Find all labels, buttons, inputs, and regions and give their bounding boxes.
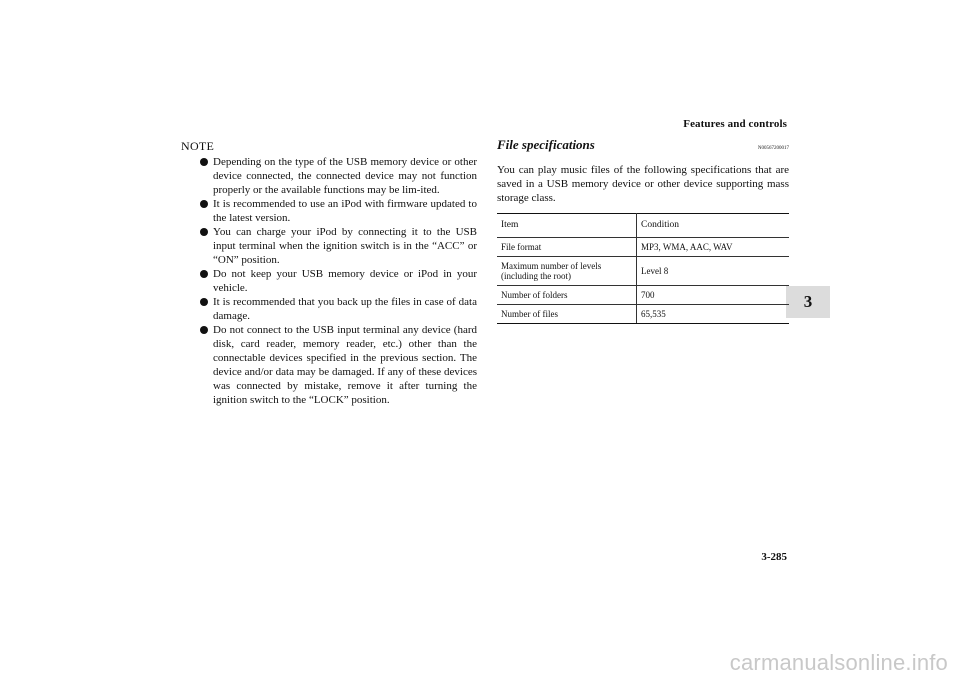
bullet-icon xyxy=(200,200,208,208)
watermark: carmanualsonline.info xyxy=(729,650,948,675)
page-number: 3-285 xyxy=(761,551,787,563)
section-intro: You can play music files of the following specifications that are saved in a USB memory device or other device supporting mass storage class. xyxy=(497,164,789,204)
table-header-row xyxy=(497,214,789,238)
table-cell: File format xyxy=(497,238,637,257)
table-cell: Level 8 xyxy=(637,257,790,286)
file-spec-table xyxy=(497,213,789,324)
note-section xyxy=(181,139,477,407)
table-row xyxy=(497,286,789,305)
table-row xyxy=(497,257,789,286)
note-bullet-text: It is recommended that you back up the files in case of data damage. xyxy=(213,296,477,322)
note-bullet-item xyxy=(185,197,477,225)
section-title: File specifications xyxy=(497,137,595,152)
table-cell: Number of folders xyxy=(497,286,637,305)
note-bullet-item xyxy=(185,225,477,267)
bullet-icon xyxy=(200,158,208,166)
bullet-icon xyxy=(200,326,208,334)
table-row xyxy=(497,305,789,324)
chapter-tab: 3 xyxy=(786,286,830,318)
table-cell: Maximum number of levels (including the root) xyxy=(497,257,637,286)
note-bullet-item xyxy=(185,323,477,407)
note-bullet-text: It is recommended to use an iPod with firmware updated to the latest version. xyxy=(213,198,477,224)
note-bullet-list xyxy=(185,155,477,407)
table-cell: Number of files xyxy=(497,305,637,324)
note-bullet-text: Depending on the type of the USB memory device or other device connected, the connected device may not function properly or the available functions may be lim-ited. xyxy=(213,156,477,196)
note-bullet-item xyxy=(185,295,477,323)
section-code: N00567200017 xyxy=(757,146,789,151)
bullet-icon xyxy=(200,298,208,306)
note-bullet-text: Do not keep your USB memory device or iPod in your vehicle. xyxy=(213,268,477,294)
table-row xyxy=(497,238,789,257)
bullet-icon xyxy=(200,270,208,278)
file-specifications-section xyxy=(497,137,789,324)
note-heading: NOTE xyxy=(181,139,215,153)
note-bullet-item xyxy=(185,267,477,295)
section-heading xyxy=(497,137,789,153)
note-bullet-item xyxy=(185,155,477,197)
bullet-icon xyxy=(200,228,208,236)
table-cell: 700 xyxy=(637,286,790,305)
table-cell: MP3, WMA, AAC, WAV xyxy=(637,238,790,257)
note-bullet-text: You can charge your iPod by connecting it to the USB input terminal when the ignition switch is in the “ACC” or “ON” position. xyxy=(213,226,477,266)
table-header-cell: Item xyxy=(497,214,637,238)
note-bullet-text: Do not connect to the USB input terminal any device (hard disk, card reader, memory reader, etc.) other than the connectable devices specified in the previous section. The device and/or data may be damaged. If any of these devices was connected by mistake, remove it after turning the ignition switch to the “LOCK” position. xyxy=(213,324,477,406)
table-header-cell: Condition xyxy=(637,214,790,238)
table-cell: 65,535 xyxy=(637,305,790,324)
header-title: Features and controls xyxy=(683,118,787,130)
